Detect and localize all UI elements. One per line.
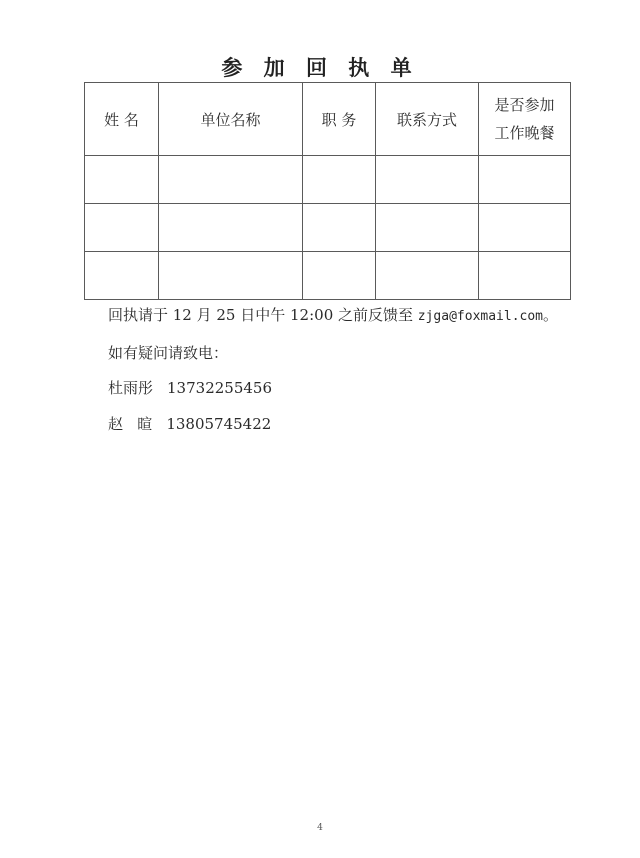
contact-line-1 — [108, 377, 272, 398]
table-row — [85, 252, 571, 300]
email-address: zjga@foxmail.com — [417, 309, 544, 324]
cell-dinner[interactable] — [479, 204, 571, 252]
deadline-suffix: 。 — [543, 306, 559, 324]
contact-phone: 13805745422 — [166, 415, 272, 433]
cell-position[interactable] — [303, 204, 376, 252]
cell-contact[interactable] — [376, 204, 479, 252]
table-row — [85, 156, 571, 204]
cell-name[interactable] — [85, 252, 159, 300]
header-dinner-line1: 是否参加 — [494, 96, 555, 114]
header-name: 姓 名 — [85, 83, 159, 156]
cell-unit[interactable] — [159, 204, 303, 252]
page-number: 4 — [317, 823, 323, 833]
inquiry-note: 如有疑问请致电： — [108, 344, 229, 362]
cell-name[interactable] — [85, 156, 159, 204]
receipt-table — [84, 82, 571, 300]
cell-name[interactable] — [85, 204, 159, 252]
cell-dinner[interactable] — [479, 156, 571, 204]
form-title: 参 加 回 执 单 — [221, 56, 419, 80]
cell-position[interactable] — [303, 252, 376, 300]
header-position: 职 务 — [303, 83, 376, 156]
cell-unit[interactable] — [159, 252, 303, 300]
table-header-row — [85, 83, 571, 156]
contact-line-2 — [108, 413, 271, 434]
contact-name: 杜雨彤 — [108, 379, 154, 397]
contact-name: 赵 暄 — [108, 415, 153, 433]
header-dinner-line2: 工作晚餐 — [494, 124, 555, 142]
cell-unit[interactable] — [159, 156, 303, 204]
cell-contact[interactable] — [376, 252, 479, 300]
deadline-note — [108, 304, 558, 325]
cell-contact[interactable] — [376, 156, 479, 204]
header-unit: 单位名称 — [159, 83, 303, 156]
contact-phone: 13732255456 — [167, 379, 272, 397]
table-row — [85, 204, 571, 252]
cell-position[interactable] — [303, 156, 376, 204]
header-dinner — [479, 83, 571, 156]
deadline-prefix: 回执请于 12 月 25 日中午 12:00 之前反馈至 — [108, 306, 418, 324]
cell-dinner[interactable] — [479, 252, 571, 300]
header-contact: 联系方式 — [376, 83, 479, 156]
